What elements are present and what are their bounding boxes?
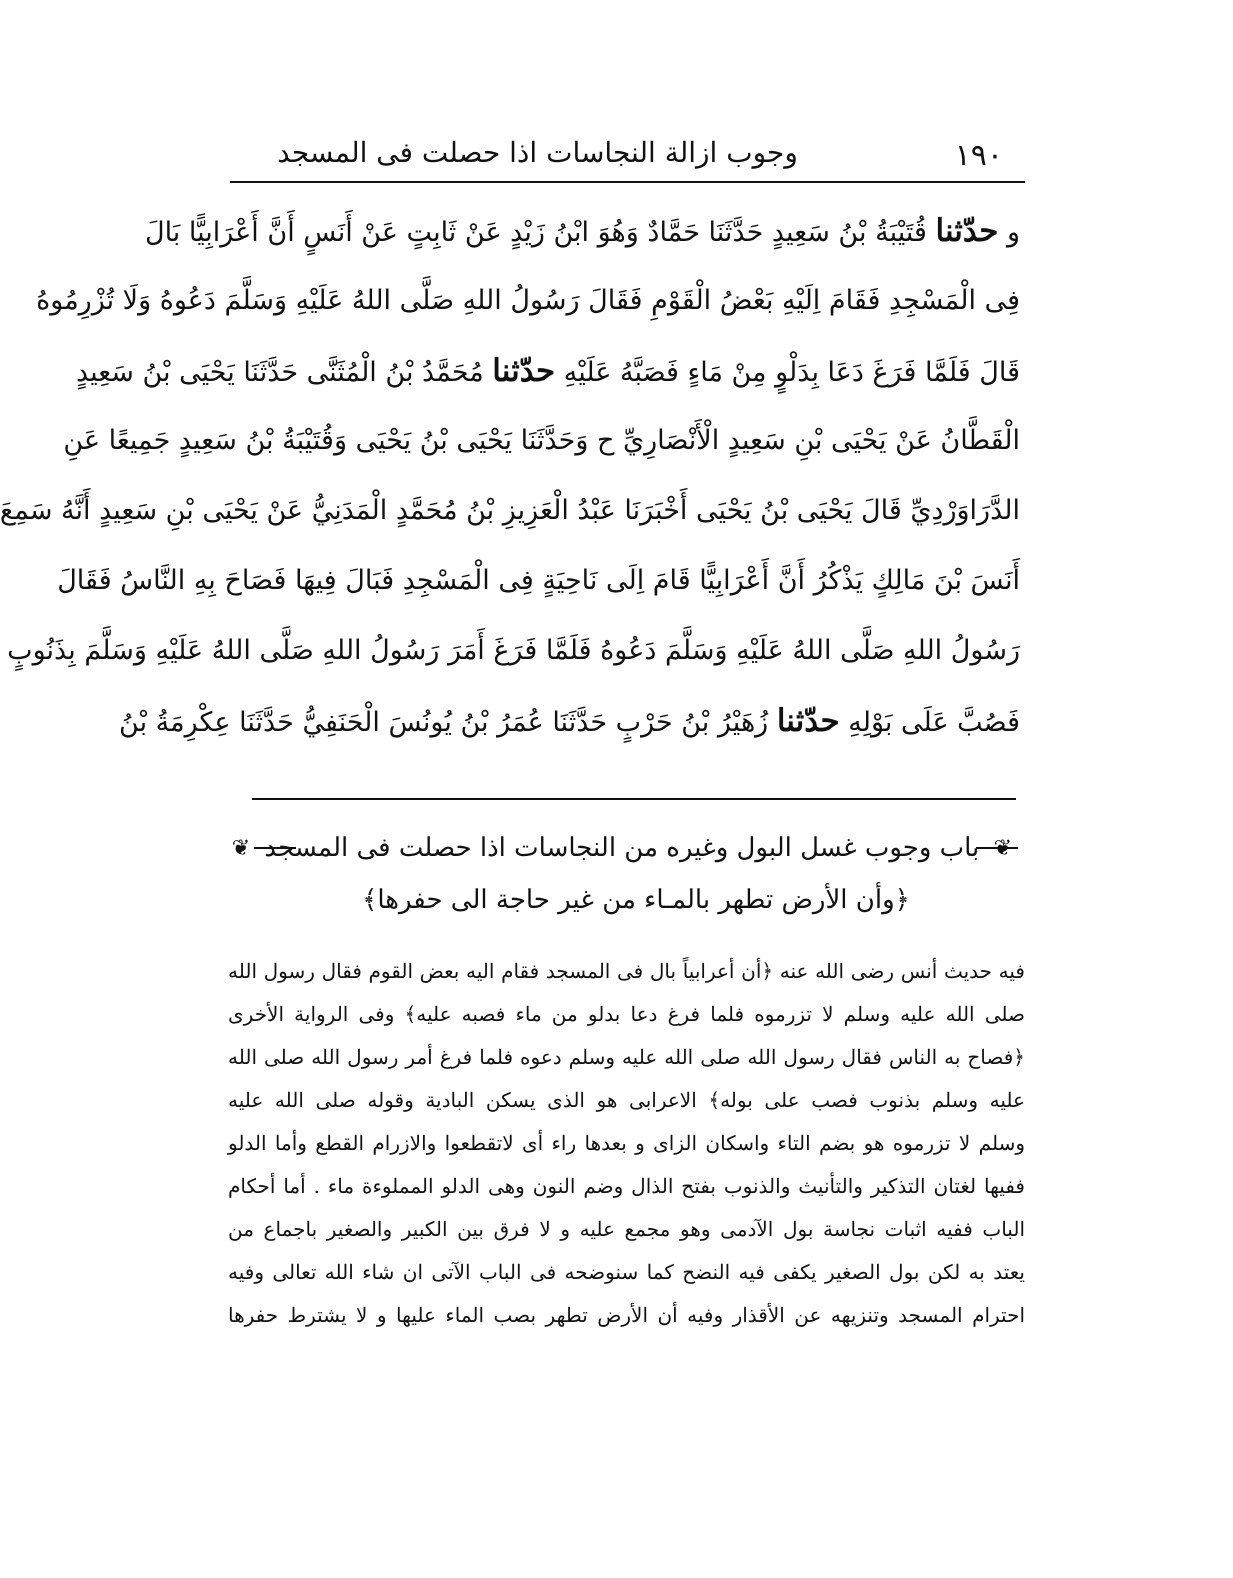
page-number: ١٩٠ [954,138,1003,173]
chapter-heading [231,826,1018,922]
hadith-line: الْقَطَّانُ عَنْ يَحْيَى بْنِ سَعِيدٍ الْأَنْصَارِيِّ ح وَحَدَّثَنَا يَحْيَى بْنُ يَحْيَى وَقُتَيْبَةُ بْنُ سَعِيدٍ جَمِيعًا عَنِ [63,425,1020,456]
hadith-line: فِى الْمَسْجِدِ فَقَامَ اِلَيْهِ بَعْضُ الْقَوْمِ فَقَالَ رَسُولُ اللهِ صَلَّى اللهُ عَلَيْهِ وَسَلَّمَ دَعُوهُ وَلَا تُزْرِمُوهُ [36,285,1020,316]
hadith-line: أَنَسَ بْنَ مَالِكٍ يَذْكُرُ أَنَّ أَعْرَابِيًّا قَامَ اِلَى نَاحِيَةٍ فِى الْمَسْجِدِ فَبَالَ فِيهَا فَصَاحَ بِهِ النَّاسُ فَقَالَ [57,565,1020,596]
narration-marker: حدّثنا [776,703,840,739]
commentary-line: فيه حديث أنس رضى الله عنه ﴿أن أعرابياً بال فى المسجد فقام اليه بعض القوم فقال رسول الله [228,959,1025,983]
commentary-line: الباب ففيه اثبات نجاسة بول الآدمى وهو مجمع عليه و لا فرق بين الكبير والصغير باجماع من [228,1217,1025,1241]
header-rule [230,181,1025,183]
commentary-line: ففيها لغتان التذكير والتأنيث والذنوب بفتح الذال وضم النون وهى الدلو المملوءة ماء . أما أحكام [228,1174,1025,1198]
page-header [230,126,1025,176]
section-divider-rule [252,798,1016,800]
chapter-title [231,826,1018,870]
hadith-line: قَالَ فَلَمَّا فَرَغَ دَعَا بِدَلْوٍ مِنْ مَاءٍ فَصَبَّهُ عَلَيْهِ حدّثنا مُحَمَّدُ بْنُ الْمُثَنَّى حَدَّثَنَا يَحْيَى بْنُ سَعِيدٍ [75,353,1020,389]
commentary-line: وسلم لا تزرموه هو بضم التاء واسكان الزاى و بعدها راء أى لاتقطعوا والازرام القطع وأما الدلو [228,1131,1025,1155]
hadith-line: الدَّرَاوَرْدِيِّ قَالَ يَحْيَى بْنُ يَحْيَى أَخْبَرَنَا عَبْدُ الْعَزِيزِ بْنُ مُحَمَّدٍ الْمَدَنِيُّ عَنْ يَحْيَى بْنِ سَعِيدٍ أَنَّهُ سَمِعَ [0,495,1020,526]
hadith-line: و حدّثنا قُتَيْبَةُ بْنُ سَعِيدٍ حَدَّثَنَا حَمَّادٌ وَهُوَ ابْنُ زَيْدٍ عَنْ ثَابِتٍ عَنْ أَنَسٍ أَنَّ أَعْرَابِيًّا بَالَ [144,213,1020,249]
commentary-block [228,950,1025,1337]
hadith-text-block [0,196,1020,756]
commentary-line: يعتد به لكن بول الصغير يكفى فيه النضح كما سنوضحه فى الباب الآتى ان شاء الله تعالى وفيه [228,1260,1025,1284]
running-title: وجوب ازالة النجاسات اذا حصلت فى المسجد [277,136,798,169]
chapter-title-text: باب وجوب غسل البول وغيره من النجاسات اذا حصلت فى المسجد [264,833,980,863]
floral-ornament-icon: ❦ [231,836,251,861]
narration-marker: حدّثنا [492,353,556,389]
floral-ornament-icon: ❦ [993,836,1012,861]
narration-marker: حدّثنا [935,213,999,249]
hadith-line: رَسُولُ اللهِ صَلَّى اللهُ عَلَيْهِ وَسَلَّمَ دَعُوهُ فَلَمَّا فَرَغَ أَمَرَ رَسُولُ اللهِ صَلَّى اللهُ عَلَيْهِ وَسَلَّمَ بِذَنُوبٍ [7,635,1020,666]
chapter-subtitle: ﴿وأن الأرض تطهر بالمـاء من غير حاجة الى حفرها﴾ [362,885,910,915]
commentary-line: عليه وسلم بذنوب فصب على بوله﴾ الاعرابى هو الذى يسكن البادية وقوله صلى الله عليه [228,1088,1025,1112]
commentary-line: احترام المسجد وتنزيهه عن الأقذار وفيه أن الأرض تطهر بصب الماء عليها و لا يشترط حفرها [228,1303,1025,1327]
hadith-line: فَصُبَّ عَلَى بَوْلِهِ حدّثنا زُهَيْرُ بْنُ حَرْبٍ حَدَّثَنَا عُمَرُ بْنُ يُونُسَ الْحَنَفِيُّ حَدَّثَنَا عِكْرِمَةُ بْنُ [119,703,1020,739]
commentary-line: ﴿فصاح به الناس فقال رسول الله صلى الله عليه وسلم دعوه فلما فرغ أمر رسول الله صلى الله [228,1045,1025,1069]
commentary-line: صلى الله عليه وسلم لا تزرموه فلما فرغ دعا بدلو من ماء فصبه عليه﴾ وفى الرواية الأخرى [228,1002,1025,1026]
